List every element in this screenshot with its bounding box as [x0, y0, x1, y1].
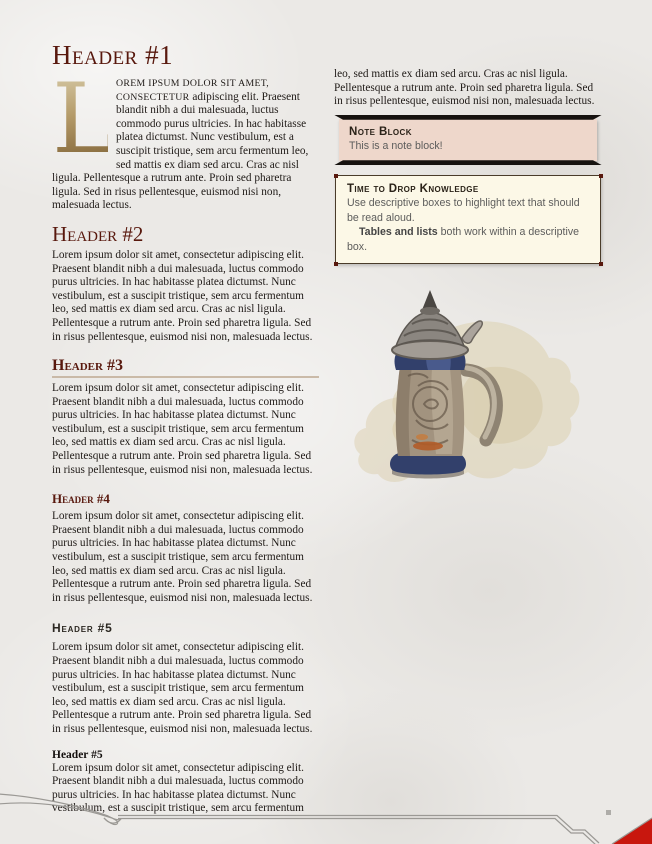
footer-square-icon	[606, 810, 611, 815]
beer-stein-svg	[334, 278, 602, 493]
header-5: Header #5	[52, 621, 113, 636]
lead-body-text: adipiscing elit. Praesent blandit nibh a dui malesuada, luctus commodo purus ultricies. In hac habitasse platea dictumst. Nunc vestibulum, est a suscipit tristique, sem arcu fermentum leo, sed mattis ex diam sed arcu. Cras ac nisl ligula. Pellentesque a rutrum ante. Proin sed pharetra ligula. Sed in risus pellentesque, euismod nisi non, malesuada lectus.	[52, 90, 309, 212]
corner-dot-icon	[334, 174, 338, 178]
footer-ornament	[0, 792, 652, 844]
descriptive-line1: Use descriptive boxes to highlight text that should be read aloud.	[347, 197, 580, 224]
header-5-bold: Header #5	[52, 748, 103, 761]
note-block	[339, 119, 597, 162]
paragraph-2: Lorem ipsum dolor sit amet, consectetur adipiscing elit. Praesent blandit nibh a dui malesuada, luctus commodo purus ultricies. In hac habitasse platea dictumst. Nunc vestibulum, est a suscipit tristique, sem arcu fermentum leo, sed mattis ex diam sed arcu. Cras ac nisl ligula. Pellentesque a rutrum ante. Proin sed pharetra ligula. Sed in risus pellentesque, euismod nisi non, malesuada lectus.	[52, 248, 313, 343]
header-3: Header #3	[52, 357, 319, 378]
right-column	[334, 68, 602, 498]
corner-dot-icon	[334, 262, 338, 266]
descriptive-line2	[347, 225, 589, 254]
corner-dot-icon	[599, 262, 603, 266]
stein-orange-accent	[413, 442, 443, 451]
note-ribbon-bottom	[334, 160, 602, 165]
descriptive-line2-rest: both work within a descriptive box.	[347, 226, 580, 253]
paragraph-4: Lorem ipsum dolor sit amet, consectetur adipiscing elit. Praesent blandit nibh a dui malesuada, luctus commodo purus ultricies. In hac habitasse platea dictumst. Nunc vestibulum, est a suscipit tristique, sem arcu fermentum leo, sed mattis ex diam sed arcu. Cras ac nisl ligula. Pellentesque a rutrum ante. Proin sed pharetra ligula. Sed in risus pellentesque, euismod nisi non, malesuada lectus.	[52, 510, 313, 604]
note-body: This is a note block!	[349, 139, 443, 152]
footer-rule	[118, 816, 599, 844]
lead-smallcaps-text: OREM IPSUM DOLOR SIT AMET, CONSECTETUR	[116, 78, 270, 103]
descriptive-line2-bold: Tables and lists	[359, 226, 438, 239]
header-4: Header #4	[52, 491, 110, 507]
note-title: Note Block	[349, 125, 412, 138]
dropcap-letter: L	[52, 63, 116, 175]
paragraph-3: Lorem ipsum dolor sit amet, consectetur adipiscing elit. Praesent blandit nibh a dui malesuada, luctus commodo purus ultricies. In hac habitasse platea dictumst. Nunc vestibulum, est a suscipit tristique, sem arcu fermentum leo, sed mattis ex diam sed arcu. Cras ac nisl ligula. Pellentesque a rutrum ante. Proin sed pharetra ligula. Sed in risus pellentesque, euismod nisi non, malesuada lectus.	[52, 382, 313, 476]
descriptive-box	[335, 175, 601, 264]
footer-leaf-icon	[0, 794, 121, 825]
descriptive-title: Time to Drop Knowledge	[347, 183, 479, 196]
corner-dot-icon	[599, 174, 603, 178]
paragraph-6-partial: Lorem ipsum dolor sit amet, consectetur adipiscing elit. Praesent blandit nibh a dui malesuada, luctus commodo purus ultricies. In hac habitasse platea dictumst. Nunc vestibulum, est a suscipit tristique, sem arcu fermentum	[52, 761, 304, 815]
beer-stein-illustration	[334, 278, 602, 498]
continuation-paragraph: leo, sed mattis ex diam sed arcu. Cras ac nisl ligula. Pellentesque a rutrum ante. Proin sed pharetra ligula. Sed in risus pellentesque, euismod nisi non, malesuada lectus.	[334, 68, 595, 108]
lead-paragraph	[52, 63, 319, 213]
header-2: Header #2	[52, 221, 144, 246]
note-ribbon-top	[334, 115, 602, 120]
paragraph-5: Lorem ipsum dolor sit amet, consectetur adipiscing elit. Praesent blandit nibh a dui malesuada, luctus commodo purus ultricies. In hac habitasse platea dictumst. Nunc vestibulum, est a suscipit tristique, sem arcu fermentum leo, sed mattis ex diam sed arcu. Cras ac nisl ligula. Pellentesque a rutrum ante. Proin sed pharetra ligula. Sed in risus pellentesque, euismod nisi non, malesuada lectus.	[52, 641, 313, 735]
stein-orange-accent-small	[416, 434, 428, 440]
left-column	[52, 40, 319, 816]
stein-finial-base	[420, 307, 440, 315]
header-1: Header #1	[52, 40, 174, 70]
